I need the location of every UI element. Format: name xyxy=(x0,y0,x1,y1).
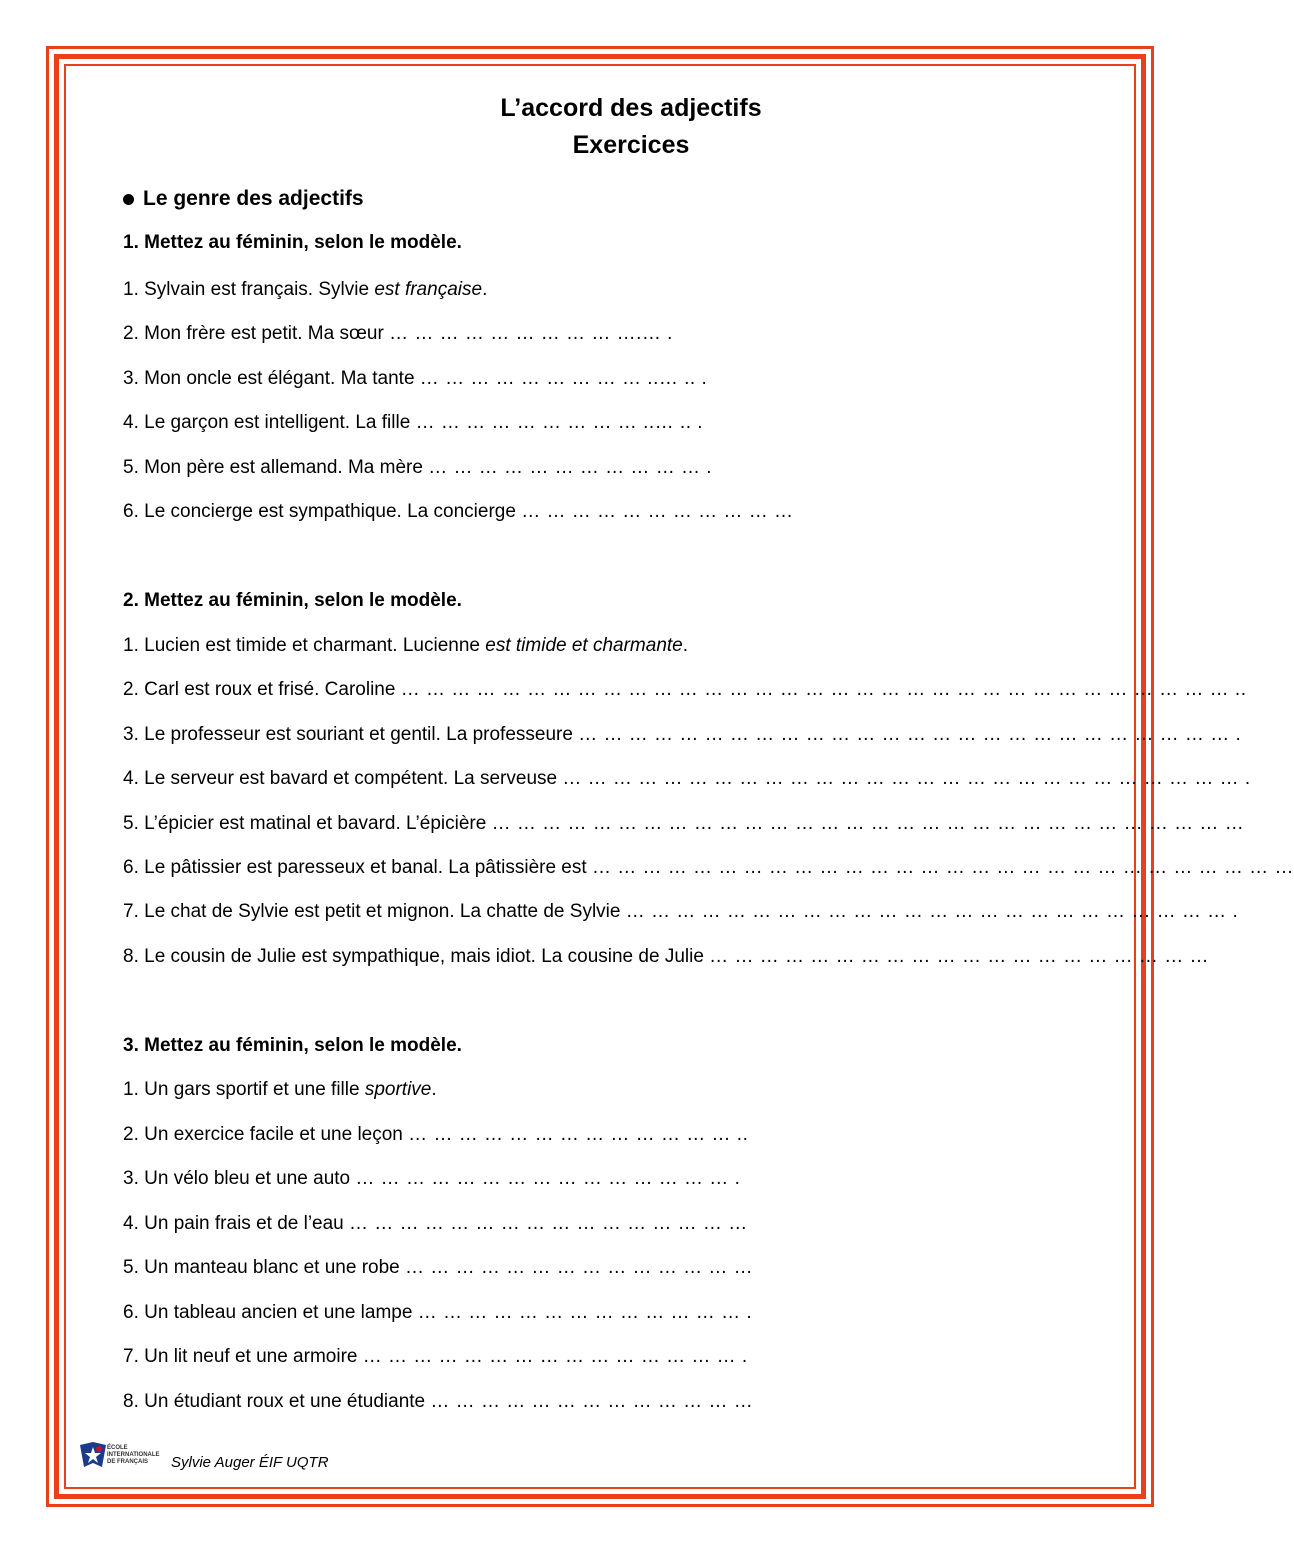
exercise3-heading: 3. Mettez au féminin, selon le modèle. xyxy=(123,1035,462,1056)
section-heading-text: Le genre des adjectifs xyxy=(143,187,364,210)
section-heading xyxy=(123,187,364,211)
exercise2-item: 4. Le serveur est bavard et compétent. La serveuse … … … … … … … … … … … … … … … … … … … … … … … … … … … . xyxy=(123,768,1251,789)
exercise1-item: 2. Mon frère est petit. Ma sœur … … … … … … … … … ….… . xyxy=(123,323,673,344)
exercise3-item: 5. Un manteau blanc et une robe … … … … … … … … … … … … … … xyxy=(123,1257,754,1278)
exercise1-heading: 1. Mettez au féminin, selon le modèle. xyxy=(123,232,462,253)
exercise2-item: 2. Carl est roux et frisé. Caroline … … … … … … … … … … … … … … … … … … … … … … … … … … … … … … … … … .. xyxy=(123,679,1247,700)
exercise1-item: 1. Sylvain est français. Sylvie est française. xyxy=(123,279,488,300)
exercise2-item: 5. L’épicier est matinal et bavard. L’épicière … … … … … … … … … … … … … … … … … … … … … … … … … … … … … … xyxy=(123,813,1245,834)
exercise3-item: 3. Un vélo bleu et une auto … … … … … … … … … … … … … … … . xyxy=(123,1168,741,1189)
exercise3-item: 1. Un gars sportif et une fille sportive. xyxy=(123,1079,438,1100)
school-logo-text: ÉCOLE INTERNATIONALE DE FRANÇAIS xyxy=(107,1445,160,1465)
exercise3-item: 7. Un lit neuf et une armoire … … … … … … … … … … … … … … … . xyxy=(123,1346,748,1367)
bullet-icon xyxy=(123,194,134,205)
exercise3-item: 2. Un exercice facile et une leçon … … … … … … … … … … … … … .. xyxy=(123,1124,749,1145)
exercise2-item: 3. Le professeur est souriant et gentil. La professeure … … … … … … … … … … … … … … … … … … … … … … … … … … . xyxy=(123,724,1242,745)
school-logo-icon xyxy=(79,1441,107,1471)
page-subtitle: Exercices xyxy=(572,131,690,159)
exercise3-item: 6. Un tableau ancien et une lampe … … … … … … … … … … … … … . xyxy=(123,1302,753,1323)
footer xyxy=(79,1441,329,1475)
exercise2-item: 6. Le pâtissier est paresseux et banal. La pâtissière est … … … … … … … … … … … … … … … … … … … … … … … … … … … … xyxy=(123,857,1294,878)
exercise3-item: 8. Un étudiant roux et une étudiante … … … … … … … … … … … … … xyxy=(123,1391,754,1412)
exercise3-item: 4. Un pain frais et de l’eau … … … … … … … … … … … … … … … … xyxy=(123,1213,748,1234)
exercise1-item: 5. Mon père est allemand. Ma mère … … … … … … … … … … … . xyxy=(123,457,713,478)
page-title: L’accord des adjectifs xyxy=(500,94,762,122)
exercise1-item: 3. Mon oncle est élégant. Ma tante … … … … … … … … … ..… .. . xyxy=(123,368,708,389)
footer-credit: Sylvie Auger ÉIF UQTR xyxy=(171,1453,329,1471)
exercise2-item: 7. Le chat de Sylvie est petit et mignon. La chatte de Sylvie … … … … … … … … … … … … … … … … … … … … … … … … . xyxy=(123,901,1239,922)
exercise2-item: 8. Le cousin de Julie est sympathique, mais idiot. La cousine de Julie … … … … … … … … … … … … … … … … … … … … xyxy=(123,946,1209,967)
exercise1-item: 4. Le garçon est intelligent. La fille … … … … … … … … … ..… .. . xyxy=(123,412,704,433)
school-logo xyxy=(79,1441,159,1475)
exercise1-item: 6. Le concierge est sympathique. La concierge … … … … … … … … … … … xyxy=(123,501,794,522)
exercise2-heading: 2. Mettez au féminin, selon le modèle. xyxy=(123,590,462,611)
exercise2-item: 1. Lucien est timide et charmant. Lucienne est timide et charmante. xyxy=(123,635,689,656)
